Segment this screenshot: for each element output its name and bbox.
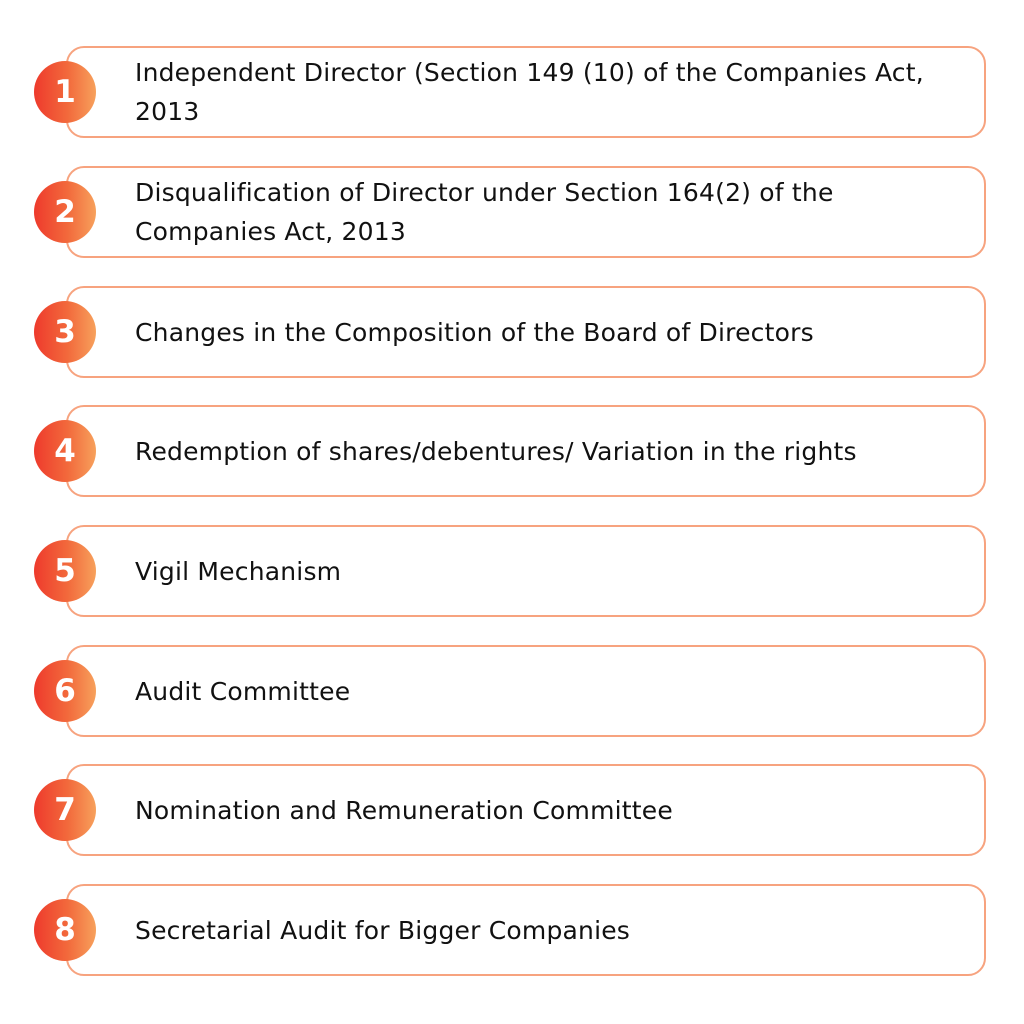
item-label: Secretarial Audit for Bigger Companies [135,915,631,945]
item-label: Nomination and Remuneration Committee [135,795,673,825]
number-badge: 7 [34,779,96,841]
list-item [0,286,1024,382]
list-item [0,884,1024,980]
item-label: Audit Committee [135,676,351,706]
number-badge: 4 [34,420,96,482]
list-item [0,764,1024,860]
number-badge: 5 [34,540,96,602]
list-item [0,405,1024,501]
item-label: Vigil Mechanism [135,556,342,586]
item-label: Disqualification of Director under Section 164(2) of the Companies Act, 2013 [135,178,834,246]
list-item [0,525,1024,621]
item-label: Independent Director (Section 149 (10) of the Companies Act, 2013 [135,58,924,126]
list-item [0,166,1024,262]
list-item [0,645,1024,741]
number-badge: 8 [34,899,96,961]
item-label: Redemption of shares/debentures/ Variation in the rights [135,436,857,466]
number-badge: 6 [34,660,96,722]
list-item [0,46,1024,142]
number-badge: 3 [34,301,96,363]
number-badge: 1 [34,61,96,123]
item-label: Changes in the Composition of the Board of Directors [135,317,814,347]
number-badge: 2 [34,181,96,243]
